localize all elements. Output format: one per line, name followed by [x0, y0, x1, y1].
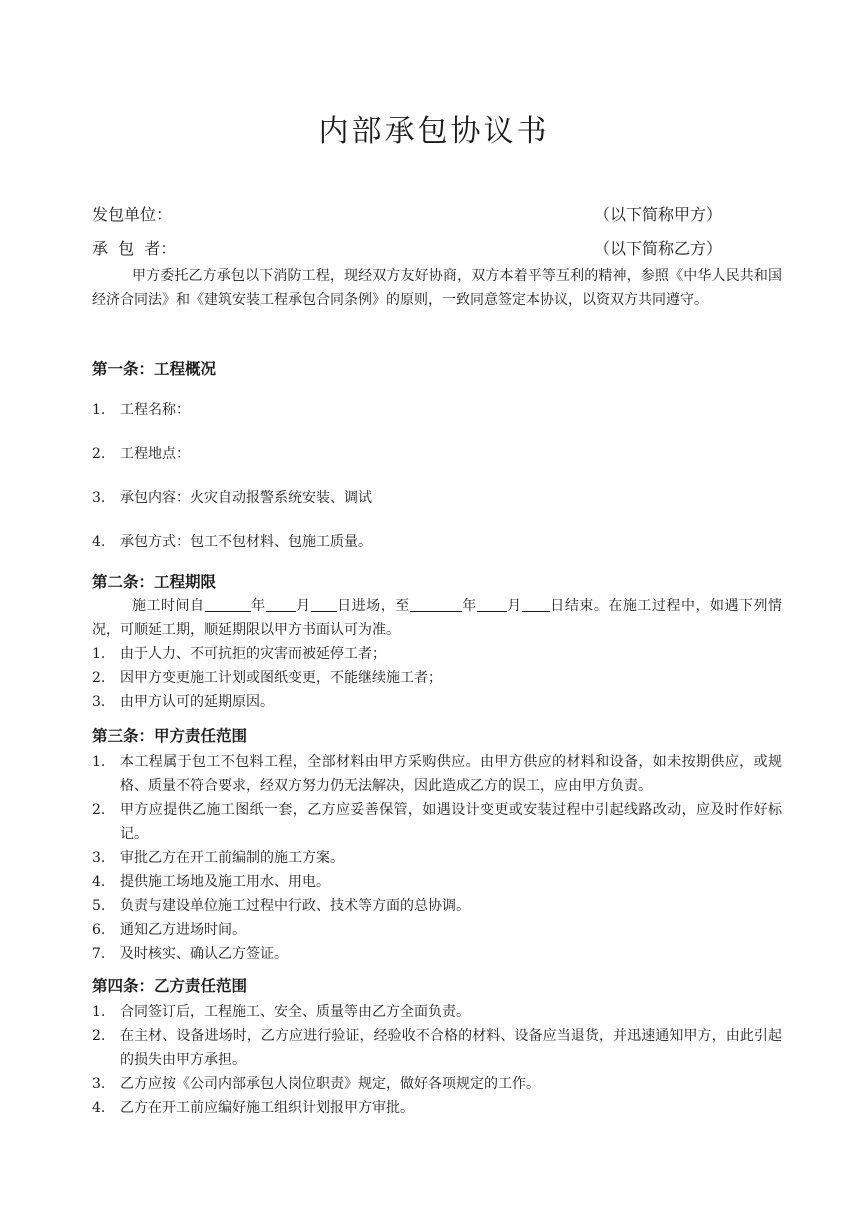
item-text: 承包内容：火灾自动报警系统安装、调试 [120, 490, 372, 506]
item-text: 乙方应按《公司内部承包人岗位职责》规定，做好各项规定的工作。 [120, 1076, 540, 1092]
list-item [92, 530, 782, 554]
period-year-2: 年 [461, 598, 477, 614]
intro-paragraph: 甲方委托乙方承包以下消防工程，现经双方友好协商，双方本着平等互利的精神，参照《中华人民共和国经济合同法》和《建筑安装工程承包合同条例》的原则，一致同意签定本协议，以资双方共同遵守。 [92, 268, 782, 308]
list-item [92, 486, 782, 510]
item-text: 乙方在开工前应编好施工组织计划报甲方审批。 [120, 1100, 414, 1116]
blank-end-month[interactable] [477, 595, 507, 612]
item-number: 7. [92, 946, 106, 962]
item-number: 1. [92, 754, 106, 770]
item-number: 2. [92, 802, 106, 818]
item-text: 及时核实、确认乙方签证。 [120, 946, 288, 962]
list-item [92, 1072, 782, 1096]
party-b-line [92, 236, 782, 259]
item-text: 甲方应提供乙施工图纸一套，乙方应妥善保管，如遇设计变更或安装过程中引起线路改动，应及时作好标记。 [120, 802, 782, 842]
item-number: 2. [92, 670, 106, 686]
list-item [92, 442, 782, 466]
item-number: 3. [92, 694, 106, 710]
item-text: 负责与建设单位施工过程中行政、技术等方面的总协调。 [120, 898, 470, 914]
item-number: 4. [92, 1100, 106, 1116]
period-paragraph [92, 594, 782, 642]
item-text: 本工程属于包工不包料工程，全部材料由甲方采购供应。由甲方供应的材料和设备，如未按期供应，或规格、质量不符合要求，经双方努力仍无法解决，因此造成乙方的误工，应由甲方负责。 [120, 754, 782, 794]
item-text: 承包方式：包工不包材料、包施工质量。 [120, 534, 372, 550]
period-month-1: 月 [295, 598, 311, 614]
list-item [92, 666, 782, 690]
item-number: 3. [92, 1076, 106, 1092]
list-item [92, 918, 782, 942]
item-text: 提供施工场地及施工用水、用电。 [120, 874, 330, 890]
blank-end-day[interactable] [522, 595, 550, 612]
list-item [92, 870, 782, 894]
list-item [92, 1024, 782, 1072]
article-3-heading: 第三条：甲方责任范围 [92, 726, 248, 745]
list-item [92, 690, 782, 714]
item-number: 1. [92, 402, 106, 418]
party-b-label: 承 包 者： [92, 239, 177, 258]
item-number: 3. [92, 850, 106, 866]
blank-end-year[interactable] [410, 595, 462, 612]
item-number: 1. [92, 1004, 106, 1020]
item-text: 工程名称： [120, 402, 190, 418]
item-number: 6. [92, 922, 106, 938]
item-text: 因甲方变更施工计划或图纸变更，不能继续施工者； [120, 670, 442, 686]
list-item [92, 750, 782, 798]
item-number: 3. [92, 490, 106, 506]
list-item [92, 846, 782, 870]
item-text: 工程地点： [120, 446, 190, 462]
item-number: 2. [92, 1028, 106, 1044]
item-text: 合同签订后，工程施工、安全、质量等由乙方全面负责。 [120, 1004, 470, 1020]
list-item [92, 894, 782, 918]
item-text: 由甲方认可的延期原因。 [120, 694, 274, 710]
article-2-heading: 第二条：工程期限 [92, 572, 217, 591]
list-item [92, 942, 782, 966]
list-item [92, 1000, 782, 1024]
party-a-line [92, 202, 782, 225]
party-a-label: 发包单位： [92, 205, 173, 224]
item-text: 审批乙方在开工前编制的施工方案。 [120, 850, 344, 866]
period-month-2: 月 [506, 598, 522, 614]
document-title: 内部承包协议书 [318, 114, 550, 149]
item-number: 2. [92, 446, 106, 462]
period-text-3: 日结束。在施工过程中，如遇下列情况，可顺延工期，顺延期限以甲方书面认可为准。 [92, 598, 783, 638]
item-number: 4. [92, 874, 106, 890]
item-number: 5. [92, 898, 106, 914]
item-number: 1. [92, 646, 106, 662]
item-text: 由于人力、不可抗拒的灾害而被延停工者； [120, 646, 386, 662]
item-text: 通知乙方进场时间。 [120, 922, 246, 938]
item-number: 4. [92, 534, 106, 550]
period-text-2: 日进场，至 [336, 598, 410, 614]
list-item [92, 798, 782, 846]
article-1-heading: 第一条：工程概况 [92, 359, 217, 378]
party-a-note: （以下简称甲方） [593, 205, 722, 224]
period-text-1: 施工时间自 [132, 598, 205, 614]
period-year-1: 年 [250, 598, 266, 614]
article-4-heading: 第四条：乙方责任范围 [92, 976, 248, 995]
party-b-note: （以下简称乙方） [593, 239, 722, 258]
blank-start-year[interactable] [205, 595, 251, 612]
list-item [92, 398, 782, 422]
item-text: 在主材、设备进场时，乙方应进行验证，经验收不合格的材料、设备应当退货，并迅速通知甲方，由此引起的损失由甲方承担。 [120, 1028, 782, 1068]
list-item [92, 1096, 782, 1120]
blank-start-month[interactable] [266, 595, 296, 612]
list-item [92, 642, 782, 666]
blank-start-day[interactable] [311, 595, 337, 612]
